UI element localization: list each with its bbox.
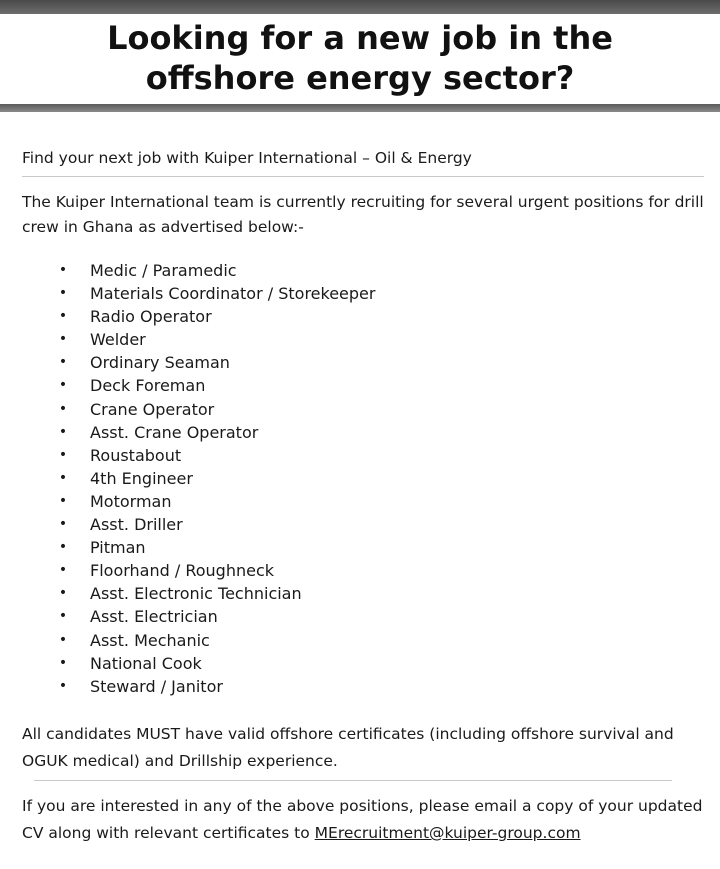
- divider-line: [22, 176, 704, 177]
- position-label: Motorman: [90, 491, 172, 511]
- position-label: 4th Engineer: [90, 468, 193, 488]
- bullet-icon: •: [58, 262, 68, 278]
- bullet-icon: •: [58, 631, 68, 648]
- list-item: [0, 490, 720, 513]
- position-label: Materials Coordinator / Storekeeper: [90, 284, 376, 304]
- list-item: [0, 629, 720, 652]
- list-item: [0, 559, 720, 582]
- list-item: [0, 282, 720, 305]
- positions-list: [0, 259, 720, 698]
- list-item: [0, 444, 720, 467]
- bullet-icon: •: [58, 354, 68, 371]
- page-title-line-1: Looking for a new job in the: [107, 19, 613, 57]
- contact-paragraph: [22, 793, 717, 847]
- bullet-icon: •: [58, 654, 68, 671]
- position-label: Pitman: [90, 538, 146, 558]
- list-item: [0, 513, 720, 536]
- bullet-icon: •: [58, 308, 68, 325]
- header-divider-bar: [0, 104, 720, 112]
- bullet-icon: •: [58, 677, 68, 694]
- list-item: [0, 675, 720, 698]
- position-label: Radio Operator: [90, 307, 212, 327]
- page-title-line-2: offshore energy sector?: [145, 59, 575, 97]
- position-label: Deck Foreman: [90, 376, 206, 396]
- bullet-icon: •: [58, 423, 68, 440]
- list-item: [0, 328, 720, 351]
- list-item: [0, 305, 720, 328]
- intro-paragraph: The Kuiper International team is currently recruiting for several urgent positions for drill crew in Ghana as advertised below:-: [22, 193, 704, 236]
- list-item: [0, 582, 720, 605]
- position-label: National Cook: [90, 653, 202, 673]
- position-label: Crane Operator: [90, 399, 215, 419]
- position-label: Ordinary Seaman: [90, 353, 230, 373]
- position-label: Welder: [90, 330, 146, 350]
- bullet-icon: •: [58, 608, 68, 625]
- divider-line: [34, 780, 672, 781]
- bullet-icon: •: [58, 446, 68, 463]
- requirements-paragraph: All candidates MUST have valid offshore certificates (including offshore survival and OGUK medical) and Drillship experience.: [22, 725, 674, 770]
- bullet-icon: •: [58, 585, 68, 602]
- top-bar: [0, 0, 720, 14]
- position-label: Asst. Mechanic: [90, 630, 210, 650]
- list-item: [0, 536, 720, 559]
- list-item: [0, 467, 720, 490]
- contact-text: If you are interested in any of the above positions, please email a copy of your updated CV along with relevant certificates to: [22, 797, 703, 842]
- bullet-icon: •: [58, 400, 68, 417]
- position-label: Asst. Electrician: [90, 607, 218, 627]
- position-label: Medic / Paramedic: [90, 261, 237, 280]
- position-label: Roustabout: [90, 445, 182, 465]
- page-title: [0, 18, 720, 98]
- bullet-icon: •: [58, 492, 68, 509]
- bullet-icon: •: [58, 377, 68, 394]
- bullet-icon: •: [58, 516, 68, 533]
- bullet-icon: •: [58, 539, 68, 556]
- position-label: Asst. Crane Operator: [90, 422, 259, 442]
- position-label: Asst. Electronic Technician: [90, 584, 302, 604]
- bullet-icon: •: [58, 562, 68, 579]
- bullet-icon: •: [58, 469, 68, 486]
- list-item: [0, 652, 720, 675]
- subheading: Find your next job with Kuiper International – Oil & Energy: [22, 149, 472, 167]
- list-item: [0, 374, 720, 397]
- list-item: [0, 351, 720, 374]
- bullet-icon: •: [58, 331, 68, 348]
- position-label: Floorhand / Roughneck: [90, 561, 274, 581]
- position-label: Asst. Driller: [90, 515, 183, 535]
- position-label: Steward / Janitor: [90, 676, 223, 696]
- email-link[interactable]: MErecruitment@kuiper-group.com: [314, 824, 581, 842]
- list-item: [0, 421, 720, 444]
- list-item: [0, 398, 720, 421]
- bullet-icon: •: [58, 285, 68, 302]
- list-item: [0, 605, 720, 628]
- list-item: [0, 259, 720, 282]
